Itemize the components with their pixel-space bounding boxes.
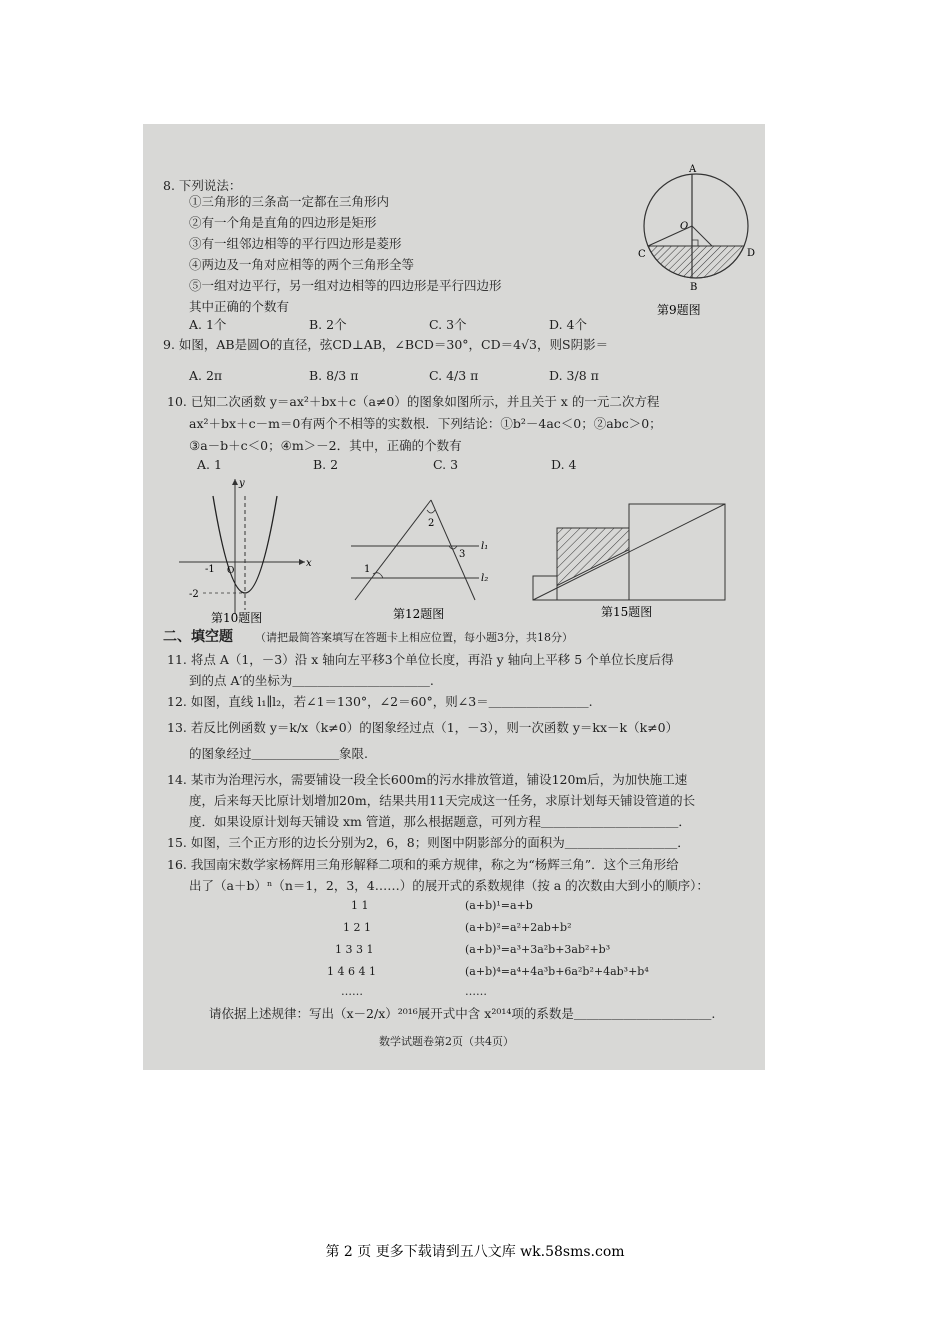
expansion-4: (a+b)⁴=a⁴+4a³b+6a²b²+4ab³+b⁴	[465, 965, 649, 978]
fig12-label-2: 2	[428, 518, 435, 529]
q11-line-2: 到的点 A′的坐标为＿＿＿＿＿＿＿＿＿＿＿.	[189, 673, 434, 688]
scan-page-footer: 数学试题卷第2页（共4页）	[379, 1035, 514, 1048]
q8-tail: 其中正确的个数有	[189, 299, 290, 314]
q10-line-2: ax²＋bx＋c－m＝0有两个不相等的实数根．下列结论：①b²－4ac＜0；②abc＞0；	[189, 416, 662, 431]
fig10-label-neg2: -2	[189, 589, 199, 600]
q8-item-1: ①三角形的三条高一定都在三角形内	[189, 194, 390, 209]
yanghui-row-2: 1 2 1	[343, 921, 371, 934]
expansion-1: (a+b)¹=a+b	[465, 899, 533, 912]
q12-line-1: 12. 如图，直线 l₁∥l₂，若∠1＝130°，∠2＝60°，则∠3＝＿＿＿＿＿＿＿＿.	[167, 694, 593, 709]
q10-line-3: ③a－b＋c＜0；④m＞－2．其中，正确的个数有	[189, 438, 462, 453]
q9-option-c: C. 4/3 π	[429, 368, 479, 383]
q16-ask: 请依据上述规律：写出（x－2/x）²⁰¹⁶展开式中含 x²⁰¹⁴项的系数是＿＿＿＿＿＿＿＿＿＿＿.	[209, 1006, 716, 1021]
yanghui-row-1: 1 1	[351, 899, 369, 912]
q10-option-a: A. 1	[197, 457, 222, 472]
q8-item-4: ④两边及一角对应相等的两个三角形全等	[189, 257, 415, 272]
figure-12-parallel-lines	[349, 496, 499, 626]
fig9-label-o: O	[680, 221, 689, 232]
fig12-label-l2: l₂	[481, 573, 489, 584]
fig9-label-c: C	[638, 249, 646, 260]
fig15-caption: 第15题图	[601, 605, 653, 619]
yanghui-row-3: 1 3 3 1	[335, 943, 374, 956]
q8-item-3: ③有一组邻边相等的平行四边形是菱形	[189, 236, 402, 251]
yanghui-row-4: 1 4 6 4 1	[327, 965, 376, 978]
q14-line-1: 14. 某市为治理污水，需要铺设一段全长600m的污水排放管道，铺设120m后，为加快施工速	[167, 772, 688, 787]
q8-option-c: C. 3个	[429, 317, 467, 332]
q11-line-1: 11. 将点 A（1，－3）沿 x 轴向左平移3个单位长度，再沿 y 轴向上平移 5 个单位长度后得	[167, 652, 674, 667]
q8-option-b: B. 2个	[309, 317, 347, 332]
fig10-label-x: x	[306, 558, 312, 569]
q10-option-d: D. 4	[551, 457, 577, 472]
fig12-caption: 第12题图	[393, 607, 445, 621]
fig9-label-b: B	[690, 282, 698, 293]
expansion-3: (a+b)³=a³+3a²b+3ab²+b³	[465, 943, 611, 956]
scanned-exam-page	[143, 124, 765, 1070]
fig10-label-origin: O	[227, 566, 235, 576]
section-2-title: 二、填空题	[163, 629, 233, 645]
q16-line-2: 出了（a＋b）ⁿ（n＝1，2，3，4……）的展开式的系数规律（按 a 的次数由大到小的顺序）：	[189, 878, 709, 893]
q10-line-1: 10. 已知二次函数 y＝ax²＋bx＋c（a≠0）的图象如图所示，并且关于 x 的一元二次方程	[167, 394, 660, 409]
q8-item-5: ⑤一组对边平行，另一组对边相等的四边形是平行四边形	[189, 278, 502, 293]
figure-10-parabola	[177, 476, 312, 626]
q8-stem: 8. 下列说法：	[163, 178, 242, 193]
fig12-label-1: 1	[364, 564, 371, 575]
fig10-label-y: y	[239, 478, 245, 489]
fig9-caption: 第9题图	[657, 303, 701, 317]
figure-9-circle	[635, 162, 765, 332]
fig9-label-d: D	[747, 248, 756, 259]
q8-option-d: D. 4个	[549, 317, 587, 332]
section-2-note: （请把最简答案填写在答题卡上相应位置，每小题3分，共18分）	[255, 631, 573, 644]
q15-line-1: 15. 如图，三个正方形的边长分别为2，6，8；则图中阴影部分的面积为＿＿＿＿＿＿＿＿＿．	[167, 835, 690, 850]
q16-line-1: 16. 我国南宋数学家杨辉用三角形解释二项和的乘方规律，称之为“杨辉三角”．这个三角形给	[167, 857, 679, 872]
site-footer: 第 2 页 更多下载请到五八文库 wk.58sms.com	[325, 1244, 625, 1260]
expansion-2: (a+b)²=a²+2ab+b²	[465, 921, 572, 934]
yanghui-row-ellipsis: ……	[341, 985, 363, 998]
q14-line-3: 度．如果设原计划每天铺设 xm 管道，那么根据题意，可列方程＿＿＿＿＿＿＿＿＿＿＿．	[189, 814, 691, 829]
q10-option-c: C. 3	[433, 457, 459, 472]
fig10-label-neg1: -1	[205, 564, 215, 575]
q9-stem: 9. 如图，AB是圆O的直径，弦CD⊥AB，∠BCD＝30°，CD＝4√3，则S阴影＝	[163, 337, 609, 352]
q9-option-b: B. 8/3 π	[309, 368, 359, 383]
q10-option-b: B. 2	[313, 457, 339, 472]
expansion-ellipsis: ……	[465, 985, 487, 998]
q8-item-2: ②有一个角是直角的四边形是矩形	[189, 215, 377, 230]
q9-option-a: A. 2π	[189, 368, 223, 383]
q14-line-2: 度，后来每天比原计划增加20m，结果共用11天完成这一任务，求原计划每天铺设管道的长	[189, 793, 696, 808]
q8-option-a: A. 1个	[189, 317, 227, 332]
fig10-caption: 第10题图	[211, 611, 263, 625]
q13-line-1: 13. 若反比例函数 y＝k/x（k≠0）的图象经过点（1，－3），则一次函数 y＝kx－k（k≠0）	[167, 720, 679, 735]
fig9-label-a: A	[689, 164, 697, 175]
fig12-label-l1: l₁	[481, 541, 489, 552]
figure-15-squares	[529, 494, 765, 624]
q9-option-d: D. 3/8 π	[549, 368, 599, 383]
fig12-label-3: 3	[459, 549, 466, 560]
q13-line-2: 的图象经过＿＿＿＿＿＿＿象限.	[189, 746, 368, 761]
